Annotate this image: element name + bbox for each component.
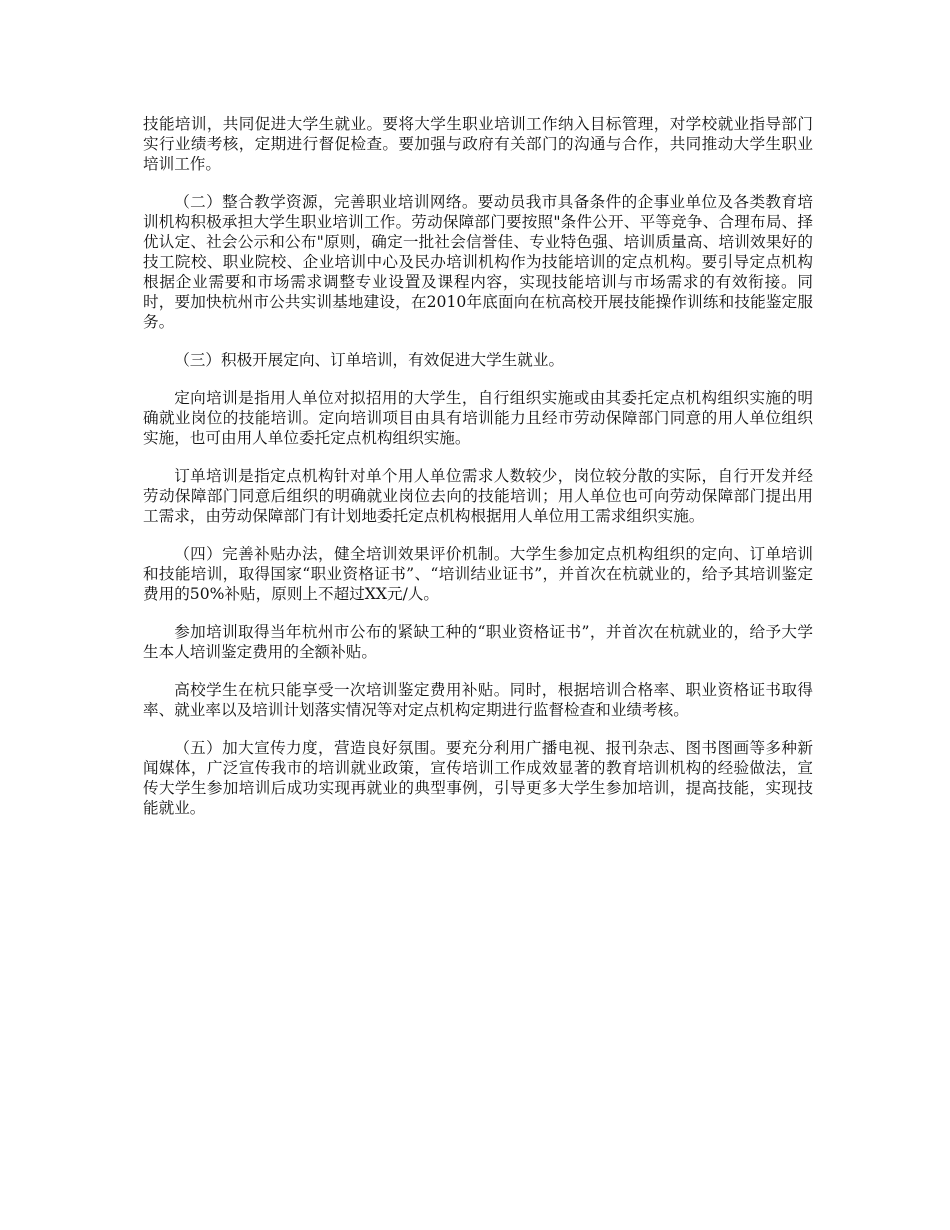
paragraph-order-training: 订单培训是指定点机构针对单个用人单位需求人数较少，岗位较分散的实际，自行开发并经劳动保障部门同意后组织的明确就业岗位去向的技能培训；用人单位也可向劳动保障部门提出用工需求，由劳动保障部门有计划地委托定点机构根据用人单位用工需求组织实施。 [143, 467, 813, 525]
paragraph-section-three-heading: （三）积极开展定向、订单培训，有效促进大学生就业。 [174, 351, 565, 369]
paragraph-section-four: （四）完善补贴办法，健全培训效果评价机制。大学生参加定点机构组织的定向、订单培训和技能培训，取得国家“职业资格证书”、“培训结业证书”，并首次在杭就业的，给予其培训鉴定费用的50%补贴，原则上不超过XX元/人。 [143, 545, 813, 603]
paragraph-directed-training: 定向培训是指用人单位对拟招用的大学生，自行组织实施或由其委托定点机构组织实施的明确就业岗位的技能培训。定向培训项目由具有培训能力且经市劳动保障部门同意的用人单位组织实施，也可由用人单位委托定点机构组织实施。 [143, 389, 813, 447]
paragraph-one-time-subsidy: 高校学生在杭只能享受一次培训鉴定费用补贴。同时，根据培训合格率、职业资格证书取得率、就业率以及培训计划落实情况等对定点机构定期进行监督检查和业绩考核。 [143, 681, 813, 719]
paragraph-section-two: （二）整合教学资源，完善职业培训网络。要动员我市具备条件的企事业单位及各类教育培训机构积极承担大学生职业培训工作。劳动保障部门要按照"条件公开、平等竞争、合理布局、择优认定、社会公示和公布"原则，确定一批社会信誉佳、专业特色强、培训质量高、培训效果好的技工院校、职业院校、企业培训中心及民办培训机构作为技能培训的定点机构。要引导定点机构根据企业需要和市场需求调整专业设置及课程内容，实现技能培训与市场需求的有效衔接。同时，要加快杭州市公共实训基地建设，在2010年底面向在杭高校开展技能操作训练和技能鉴定服务。 [143, 193, 813, 331]
document-body [143, 114, 813, 836]
paragraph-section-five: （五）加大宣传力度，营造良好氛围。要充分利用广播电视、报刊杂志、图书图画等多种新闻媒体，广泛宣传我市的培训就业政策，宣传培训工作成效显著的教育培训机构的经验做法，宣传大学生参加培训后成功实现再就业的典型事例，引导更多大学生参加培训，提高技能，实现技能就业。 [143, 739, 813, 817]
paragraph-continuation: 技能培训，共同促进大学生就业。要将大学生职业培训工作纳入目标管理，对学校就业指导部门实行业绩考核，定期进行督促检查。要加强与政府有关部门的沟通与合作，共同推动大学生职业培训工作。 [143, 115, 813, 173]
paragraph-shortage-subsidy: 参加培训取得当年杭州市公布的紧缺工种的“职业资格证书”，并首次在杭就业的，给予大学生本人培训鉴定费用的全额补贴。 [143, 623, 813, 661]
